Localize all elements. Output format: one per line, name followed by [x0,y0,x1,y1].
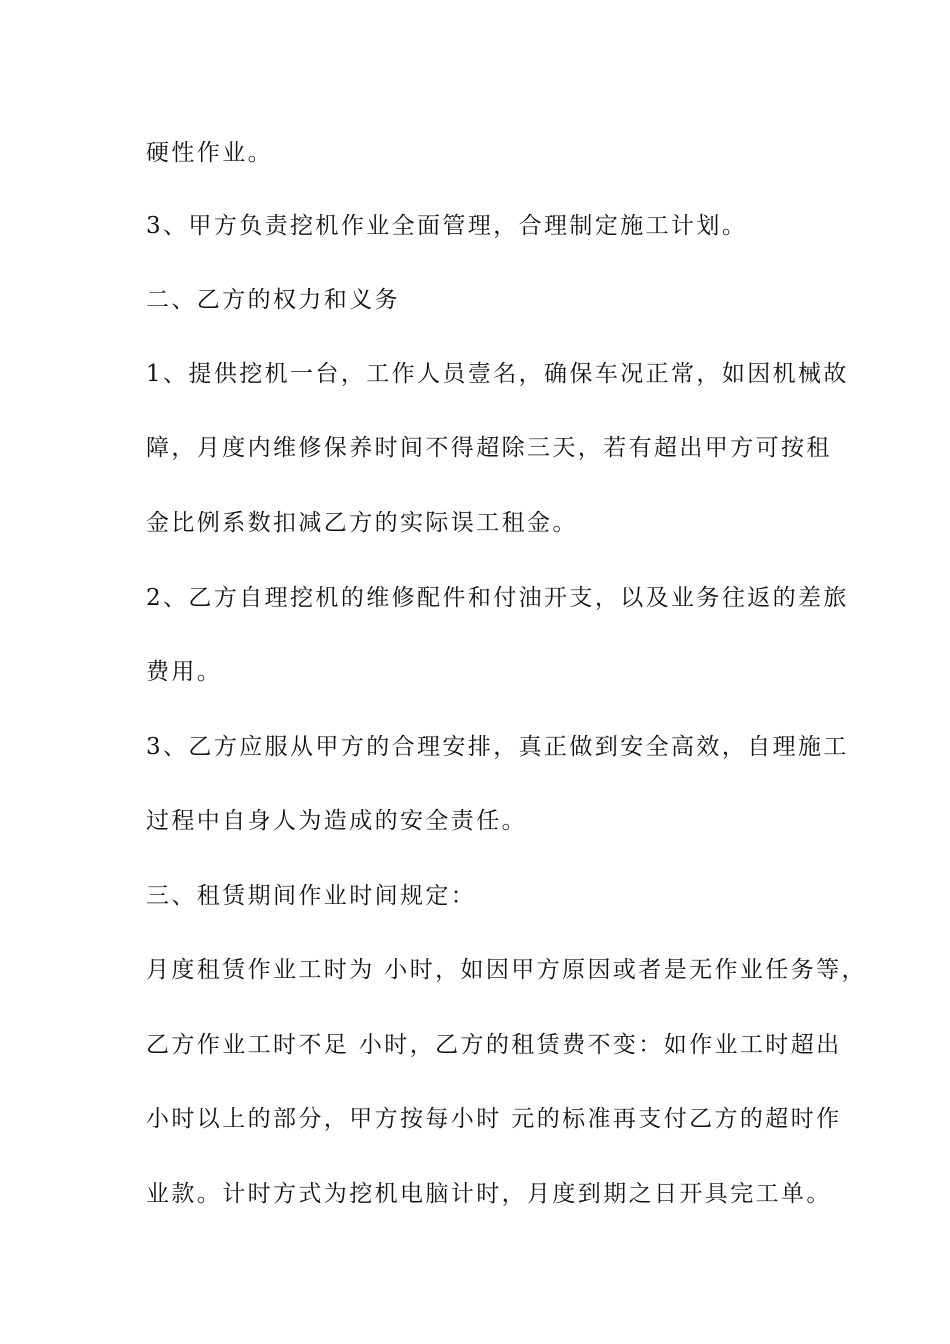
section-heading: 三、租赁期间作业时间规定： [146,883,477,909]
paragraph-line: 费用。 [146,659,223,685]
paragraph-line: 3、乙方应服从甲方的合理安排，真正做到安全高效，自理施工 [146,734,849,760]
paragraph-line: 业款。计时方式为挖机电脑计时，月度到期之日开具完工单。 [146,1181,832,1207]
section-heading: 二、乙方的权力和义务 [146,287,400,313]
paragraph-line: 金比例系数扣减乙方的实际误工租金。 [146,510,578,536]
paragraph-line: 乙方作业工时不足 小时，乙方的租赁费不变：如作业工时超出 [146,1032,842,1058]
paragraph-line: 过程中自身人为造成的安全责任。 [146,808,527,834]
paragraph-line: 1、提供挖机一台，工作人员壹名，确保车况正常，如因机械故 [146,361,849,387]
paragraph-line: 障，月度内维修保养时间不得超除三天，若有超出甲方可按租 [146,435,832,461]
paragraph-line: 硬性作业。 [146,140,273,166]
paragraph-line: 2、乙方自理挖机的维修配件和付油开支，以及业务往返的差旅 [146,585,849,611]
paragraph-line: 3、甲方负责挖机作业全面管理，合理制定施工计划。 [146,213,748,239]
paragraph-line: 小时以上的部分，甲方按每小时 元的标准再支付乙方的超时作 [146,1106,842,1132]
paragraph-line: 月度租赁作业工时为 小时，如因甲方原因或者是无作业任务等， [146,957,867,983]
